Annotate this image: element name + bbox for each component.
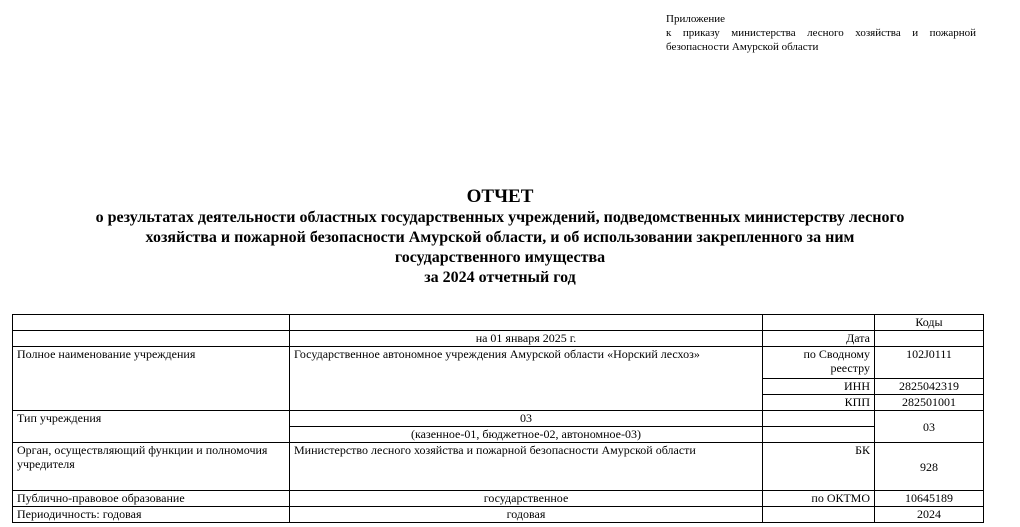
- date-code-cell: [875, 331, 984, 347]
- public-entity-value: государственное: [290, 491, 763, 507]
- oktmo-code: 10645189: [875, 491, 984, 507]
- report-date-text: на 01 января 2025 г.: [290, 331, 763, 347]
- empty-cell: [13, 315, 290, 331]
- report-header-table: [12, 314, 984, 523]
- type-hint: (казенное-01, бюджетное-02, автономное-03): [290, 427, 763, 443]
- periodicity-code: 2024: [875, 507, 984, 523]
- report-subtitle-line-1: о результатах деятельности областных государственных учреждений, подведомственных министерству лесного: [95, 209, 905, 226]
- table-row: [13, 331, 984, 347]
- type-code: 03: [875, 411, 984, 443]
- empty-cell: [763, 315, 875, 331]
- report-subtitle-line-2: хозяйства и пожарной безопасности Амурской области, и об использовании закрепленного за ним: [145, 229, 855, 246]
- table-row: [13, 491, 984, 507]
- report-title-block: [0, 186, 1000, 288]
- date-label: Дата: [763, 331, 875, 347]
- report-subtitle-line-3: государственного имущества: [394, 249, 606, 266]
- periodicity-label: Периодичность: годовая: [13, 507, 290, 523]
- empty-cell: [290, 315, 763, 331]
- founder-label: Орган, осуществляющий функции и полномочия учредителя: [13, 443, 290, 491]
- table-row: [13, 347, 984, 379]
- table-row: [13, 315, 984, 331]
- periodicity-value: годовая: [290, 507, 763, 523]
- bk-code: 928: [875, 443, 984, 491]
- inn-code: 2825042319: [875, 379, 984, 395]
- report-title: ОТЧЕТ: [466, 186, 534, 207]
- table-row: [13, 411, 984, 427]
- empty-cell: [763, 427, 875, 443]
- table-row: [13, 507, 984, 523]
- report-period-line: за 2024 отчетный год: [424, 269, 576, 286]
- empty-cell: [763, 411, 875, 427]
- inn-label: ИНН: [763, 379, 875, 395]
- founder-value: Министерство лесного хозяйства и пожарной безопасности Амурской области: [290, 443, 763, 491]
- codes-header: Коды: [875, 315, 984, 331]
- appendix-line-3: безопасности Амурской области: [666, 41, 819, 53]
- appendix-note: [666, 12, 976, 54]
- kpp-label: КПП: [763, 395, 875, 411]
- public-entity-label: Публично-правовое образование: [13, 491, 290, 507]
- full-name-value: Государственное автономное учреждения Амурской области «Норский лесхоз»: [290, 347, 763, 411]
- type-label: Тип учреждения: [13, 411, 290, 443]
- type-value: 03: [290, 411, 763, 427]
- registry-code: 102J0111: [875, 347, 984, 379]
- empty-cell: [13, 331, 290, 347]
- appendix-line-2: к приказу министерства лесного хозяйства и пожарной: [666, 27, 976, 39]
- bk-label: БК: [763, 443, 875, 491]
- table-row: [13, 443, 984, 491]
- oktmo-label: по ОКТМО: [763, 491, 875, 507]
- empty-cell: [763, 507, 875, 523]
- appendix-line-1: Приложение: [666, 13, 726, 25]
- registry-label: по Сводному реестру: [763, 347, 875, 379]
- kpp-code: 282501001: [875, 395, 984, 411]
- full-name-label: Полное наименование учреждения: [13, 347, 290, 411]
